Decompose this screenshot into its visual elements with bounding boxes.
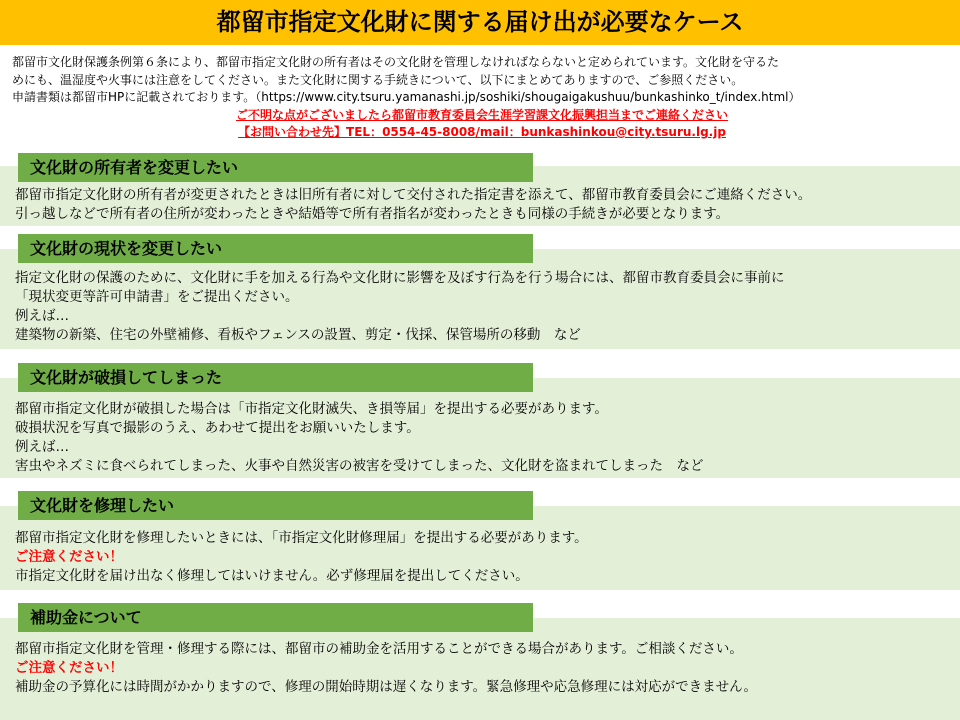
body-line: 都留市指定文化財の所有者が変更されたときは旧所有者に対して交付された指定書を添えて、都留市教育委員会にご連絡ください。 [15,187,812,203]
body-line: 破損状況を写真で撮影のうえ、あわせて提出をお願いいたします。 [15,420,420,436]
section-damage-heading: 文化財が破損してしまった [18,363,533,392]
body-line: 市指定文化財を届け出なく修理してはいけません。必ず修理届を提出してください。 [15,568,529,584]
body-line: 例えば… [15,439,69,455]
section-repair-heading: 文化財を修理したい [18,491,533,520]
body-line: 引っ越しなどで所有者の住所が変わったときや結婚等で所有者指名が変わったときも同様の手続きが必要となります。 [15,206,730,222]
section-owner-change-body [15,186,955,224]
warning-label: ご注意ください！ [15,549,123,565]
intro-url-line: 申請書類は都留市HPに記載されております。（https://www.city.tsuru.yamanashi.jp/soshiki/shougaigakushuu/bunkashinko_t/index.html） [12,90,801,104]
section-owner-change-heading: 文化財の所有者を変更したい [18,153,533,182]
intro-text [12,54,952,142]
warning-label: ご注意ください！ [15,660,123,676]
body-line: 都留市指定文化財を修理したいときには、「市指定文化財修理届」を提出する必要があります。 [15,530,588,546]
intro-line: めにも、温湿度や火事には注意をしてください。また文化財に関する手続きについて、以下にまとめてありますので、ご参照ください。 [12,72,744,87]
body-line: 害虫やネズミに食べられてしまった、火事や自然災害の被害を受けてしまった、文化財を盗まれてしまった など [15,458,704,474]
body-line: 補助金の予算化には時間がかかりますので、修理の開始時期は遅くなります。緊急修理や応急修理には対応ができません。 [15,679,757,695]
contact-notice: ご不明な点がございましたら都留市教育委員会生涯学習課文化振興担当までご連絡ください [235,107,728,122]
body-line: 例えば… [15,308,69,324]
section-damage-body [15,400,955,476]
body-line: 都留市指定文化財が破損した場合は「市指定文化財滅失、き損等届」を提出する必要があります。 [15,401,608,417]
body-line: 指定文化財の保護のために、文化財に手を加える行為や文化財に影響を及ぼす行為を行う場合には、都留市教育委員会に事前に [15,270,785,286]
section-repair-body [15,529,955,586]
section-subsidy-body [15,640,955,697]
body-line: 建築物の新築、住宅の外壁補修、看板やフェンスの設置、剪定・伐採、保管場所の移動 など [15,327,581,343]
section-subsidy-heading: 補助金について [18,603,533,632]
intro-line: 都留市文化財保護条例第６条により、都留市指定文化財の所有者はその文化財を管理しなければならないと定められています。文化財を守るた [12,55,780,69]
body-line: 都留市指定文化財を管理・修理する際には、都留市の補助金を活用することができる場合があります。ご相談ください。 [15,641,743,657]
page-title: 都留市指定文化財に関する届け出が必要なケース [216,8,744,36]
contact-info: 【お問い合わせ先】TEL：0554-45-8008/mail：bunkashinkou@city.tsuru.lg.jp [238,125,726,139]
section-alteration-heading: 文化財の現状を変更したい [18,234,533,263]
body-line: 「現状変更等許可申請書」をご提出ください。 [15,289,299,305]
section-alteration-body [15,269,955,345]
